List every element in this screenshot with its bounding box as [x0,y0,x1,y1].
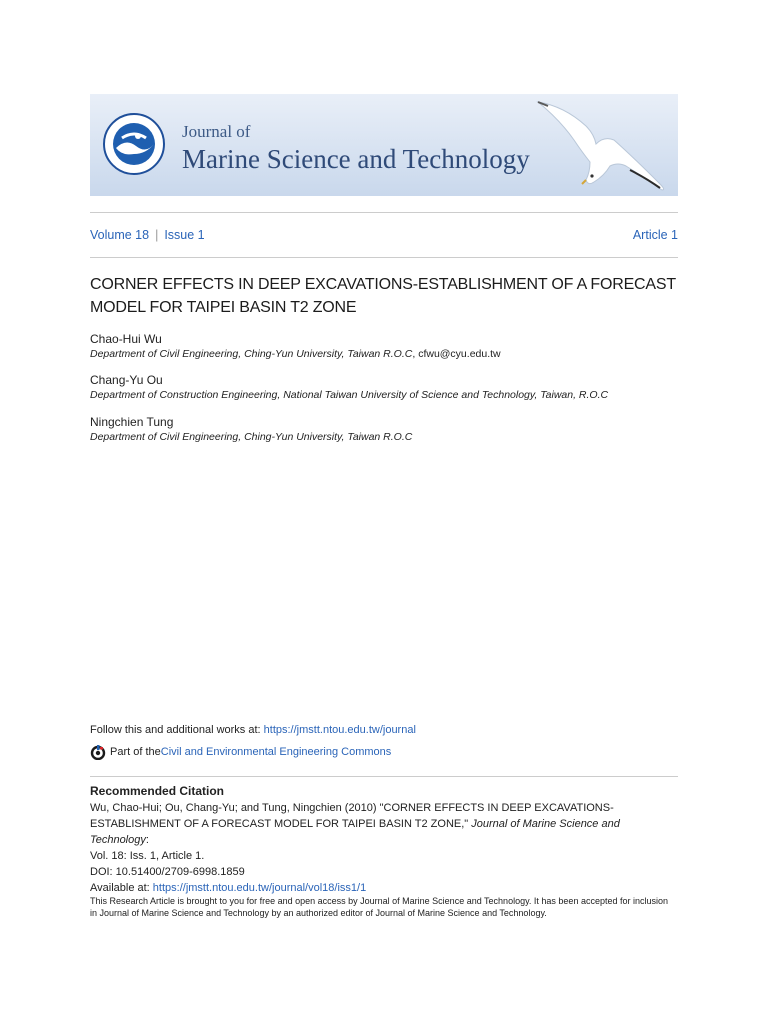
divider [90,212,678,213]
article-title: CORNER EFFECTS IN DEEP EXCAVATIONS-ESTABLISHMENT OF A FORECAST MODEL FOR TAIPEI BASIN T2 ZONE [90,276,676,316]
citation-heading: Recommended Citation [90,784,225,798]
part-of-line: Part of the Civil and Environmental Engineering Commons [90,744,391,760]
available-url-link[interactable]: https://jmstt.ntou.edu.tw/journal/vol18/iss1/1 [152,882,367,894]
issue-info [90,228,678,242]
author-block [90,415,690,443]
article-link[interactable]: Article 1 [632,228,678,242]
doi: DOI: 10.51400/2709-6998.1859 [90,866,245,878]
separator: | [155,228,159,242]
author-name: Chao-Hui Wu [90,332,162,346]
issue-link[interactable]: Issue 1 [164,228,205,242]
author-name: Ningchien Tung [90,415,174,429]
author-name: Chang-Yu Ou [90,373,163,387]
journal-name-line2: Marine Science and Technology [182,144,530,174]
commons-link[interactable]: Civil and Environmental Engineering Commons [160,746,392,758]
access-notice: This Research Article is brought to you for free and open access by Journal of Marine Science and Technology. It has been accepted for inclusion in Journal of Marine Science and Technology by an authorized editor of Journal of Marine Science and Technology. [90,896,668,918]
divider [90,776,678,777]
author-affiliation: Department of Construction Engineering, National Taiwan University of Science and Technology, Taiwan, R.O.C [90,389,609,401]
citation-text: Wu, Chao-Hui; Ou, Chang-Yu; and Tung, Ningchien (2010) "CORNER EFFECTS IN DEEP EXCAVATIONS-ESTABLISHMENT OF A FORECAST MODEL FOR TAIPEI BASIN T2 ZONE," Journal of Marine Science and Technology: Vol. 18: Iss. 1, Article 1. DOI: 10.51400/2709-6998.1859 Available at: https://jmstt.ntou.edu.tw/journal/vol18/iss1/1 [90,802,620,894]
divider [90,257,678,258]
volume-link[interactable]: Volume 18 [90,228,150,242]
author-block [90,332,690,360]
university-seal-icon [102,112,166,176]
follow-line: Follow this and additional works at: https://jmstt.ntou.edu.tw/journal [90,724,416,736]
seagull-icon [534,96,672,194]
journal-url-link[interactable]: https://jmstt.ntou.edu.tw/journal [263,724,416,736]
author-affiliation: Department of Civil Engineering, Ching-Yun University, Taiwan R.O.C, cfwu@cyu.edu.tw [90,348,501,360]
journal-banner [90,94,678,196]
journal-name-line1: Journal of [182,122,251,141]
author-affiliation: Department of Civil Engineering, Ching-Yun University, Taiwan R.O.C [90,431,413,443]
author-block [90,373,690,401]
commons-icon [90,744,106,760]
author-email: cfwu@cyu.edu.tw [418,348,501,360]
